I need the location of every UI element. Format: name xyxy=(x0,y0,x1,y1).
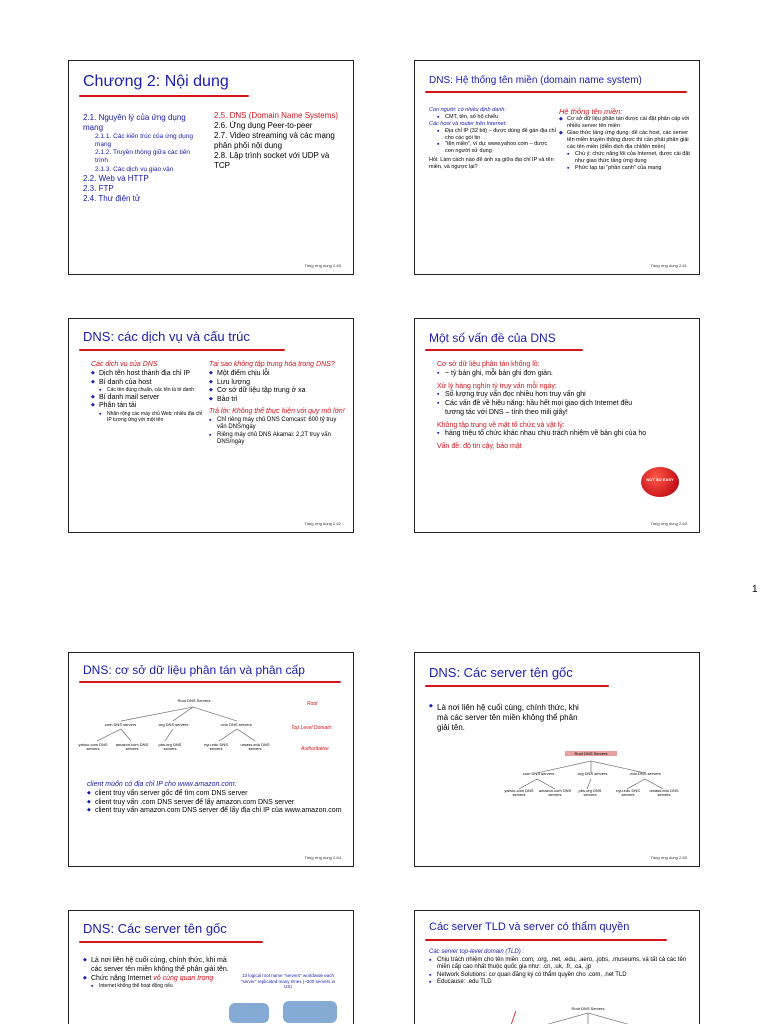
question: Hỏi: Làm cách nào để ánh xạ giữa địa chỉ IP và tên miền, và ngược lại? xyxy=(429,157,554,170)
edu-dns-node: .edu DNS servers xyxy=(629,771,661,776)
root-dns-node: Root DNS Servers xyxy=(177,698,211,703)
toc-right xyxy=(214,111,344,171)
authoritative-level-label: Authoritative xyxy=(301,746,329,752)
toc-item: 2.7. Video streaming và các mạng phân phối nội dung xyxy=(214,131,335,150)
query-step: ◆ client truy vấn server gốc để tìm com DNS server xyxy=(87,790,343,799)
domain-name-item: ▪ "tên miền", ví dụ: www.yahoo.com – được con người sử dụng xyxy=(437,141,557,155)
slide-2-63 xyxy=(414,318,700,533)
tld-item: ▪ Network Solutions: cơ quan đăng ký có thẩm quyền cho .com, .net TLD xyxy=(429,972,693,980)
slide-2-64 xyxy=(68,652,354,867)
issue-item: ▪ Số lượng truy vấn đọc nhiều hơn truy vấn ghi xyxy=(437,391,647,400)
service-subitem: ▪ Các tên đúng chuẩn, các tên là bí danh xyxy=(99,387,207,393)
title-underline xyxy=(425,939,667,941)
toc-item: 2.3. FTP xyxy=(83,183,114,193)
service-item: ◆ Bí danh của host xyxy=(91,379,207,388)
amazon-dns-node: amazon.com DNS servers xyxy=(538,788,572,798)
right-column xyxy=(209,361,347,447)
dns-hierarchy-diagram xyxy=(415,753,700,813)
edu-dns-node: .edu DNS servers xyxy=(220,722,252,727)
body xyxy=(437,361,647,452)
toc-left xyxy=(83,113,203,204)
umass-dns-node: umass.edu DNS servers xyxy=(240,742,270,752)
slide-title: Một số vấn đề của DNS xyxy=(429,331,556,345)
people-heading: Con người: có nhiều định danh: xyxy=(429,107,506,113)
query-heading: client muốn có địa chỉ IP cho www.amazon.com: xyxy=(87,781,237,788)
title-underline xyxy=(425,91,687,93)
root-dns-node: Root DNS Servers xyxy=(571,1006,605,1011)
toc-item: 2.4. Thư điện tử xyxy=(83,193,141,203)
toc-item-current: 2.5. DNS (Domain Name Systems) xyxy=(214,111,339,120)
yahoo-dns-node: yahoo.com DNS servers xyxy=(504,788,534,798)
slide-title: DNS: Các server tên gốc xyxy=(429,665,573,680)
slide-title: DNS: các dịch vụ và cấu trúc xyxy=(83,329,250,344)
left-column xyxy=(429,107,557,171)
services-heading: Các dịch vụ của DNS xyxy=(91,361,158,368)
query-step: ◆ client truy vấn amazon.com DNS server để lấy địa chỉ IP của www.amazon.com xyxy=(87,807,343,816)
answer-item: ▪ Riêng máy chủ DNS Akamai: 2,2T truy vấn DNS/ngày xyxy=(209,432,347,447)
issue-heading: Cơ sở dữ liệu phân tán khổng lồ: xyxy=(437,361,540,368)
service-subitem: ▪ Nhân rộng các máy chủ Web: nhiều địa chỉ IP tương ứng với một tên xyxy=(99,411,207,424)
title-underline xyxy=(79,349,285,351)
nyu-dns-node: nyu.edu DNS servers xyxy=(616,788,640,798)
title-underline xyxy=(425,349,583,351)
note-item: ▪ Chú ý: chức năng lõi của Internet, được cài đặt như giao thức tầng ứng dụng xyxy=(567,151,691,165)
right-column xyxy=(559,107,691,171)
slide-2-65 xyxy=(414,652,700,867)
pbs-dns-node: pbs.org DNS servers xyxy=(578,788,602,798)
yahoo-dns-node: yahoo.com DNS servers xyxy=(78,742,108,752)
umass-dns-node: umass.edu DNS servers xyxy=(649,788,679,798)
ip-address-item: ▪ Địa chỉ IP (32 bit) – được dùng để gán địa chỉ cho các gói tin xyxy=(437,128,557,142)
slide-2-67 xyxy=(414,910,700,1024)
dns-heading: Hệ thống tên miền: xyxy=(559,107,623,116)
service-item: ◆ Bí danh mail server xyxy=(91,394,207,403)
slide-title: DNS: cơ sở dữ liệu phân tán và phân cấp xyxy=(83,663,305,677)
slide-title: Các server TLD và server có thẩm quyền xyxy=(429,921,630,933)
query-step: ◆ client truy vấn .com DNS server để lấy amazon.com DNS server xyxy=(87,799,343,808)
slide-title: DNS: Các server tên gốc xyxy=(83,921,227,936)
issue-heading: Xử lý hàng nghìn tỷ truy vấn mỗi ngày: xyxy=(437,382,557,390)
tld-item: ▪ Chịu trách nhiệm cho tên miền .com, .org, .net, .edu, .aero, .jobs, .museums, và tất cả các tên miền cấp cao nhất thuộc quốc gia như: .cn, .uk, .fr, .ca, .jp xyxy=(429,957,693,972)
distributed-db-item: ◆ Cơ sở dữ liệu phân tán được cài đặt phân cấp với nhiều server tên miền xyxy=(559,116,691,130)
reason-item: ◆ Một điểm chịu lỗi xyxy=(209,370,347,379)
root-dns-node: Root DNS Servers xyxy=(565,751,617,756)
answer-item: ▪ Chỉ riêng máy chủ DNS Comcast: 600 tỷ truy vấn DNS/ngày xyxy=(209,417,347,432)
com-dns-node: .com DNS servers xyxy=(103,722,137,727)
world-map-image xyxy=(283,1001,337,1023)
importance-emphasis: vô cùng quan trọng xyxy=(153,974,214,982)
body xyxy=(429,703,589,733)
issue-heading: Vấn đề: độ tin cậy, bảo mật xyxy=(437,443,522,450)
toc-item: 2.2. Web và HTTP xyxy=(83,173,149,183)
importance-subitem: ▪ Internet không thể hoạt động nếu xyxy=(91,983,233,989)
slide-title: DNS: Hệ thống tên miền (domain name system) xyxy=(429,75,642,86)
importance-item xyxy=(83,975,233,984)
people-ids: ▪ CMT, tên, số hộ chiếu xyxy=(437,114,557,121)
edge-complexity-item: ▪ Phức tạp tại "phần cạnh" của mạng xyxy=(567,165,691,172)
reason-item: ◆ Cơ sở dữ liệu tập trung ở xa xyxy=(209,387,347,396)
com-dns-node: .com DNS servers xyxy=(521,771,555,776)
world-map-image xyxy=(229,1003,269,1023)
issue-item: ▪ hàng triệu tổ chức khác nhau chịu trách nhiệm về bản ghi của họ xyxy=(437,430,647,439)
toc-subitem: 2.1.2. Truyền thông giữa các tiến trình xyxy=(95,149,191,165)
slide-footer: Tầng ứng dụng 2-60 xyxy=(304,263,341,268)
toc-subitem: 2.1.3. Các dịch vụ giao vận xyxy=(95,165,174,173)
title-underline xyxy=(79,95,249,97)
service-item: ◆ Phân tán tải xyxy=(91,402,207,411)
slide-2-61 xyxy=(414,60,700,275)
app-protocol-item: ◆ Giao thức tầng ứng dụng: để các host, các server tên miền truyền thông được thì cần phải phân giải các tên miền (diễn dịch địa chỉ/tên miền) xyxy=(559,130,691,151)
amazon-dns-node: amazon.com DNS servers xyxy=(115,742,149,752)
not-so-easy-button-image: NOT SO EASY xyxy=(641,467,679,497)
slide-footer: Tầng ứng dụng 2-62 xyxy=(304,521,341,526)
body xyxy=(429,949,693,987)
answer: Trả lời: Không thể thực hiện với quy mô lớn! xyxy=(209,407,345,415)
issue-item: ▪ Các vấn đề về hiệu năng: hầu hết mọi giao dịch Internet đều tương tác với DNS – tính theo mili giây! xyxy=(437,400,647,418)
page-number: 1 xyxy=(752,584,758,595)
reason-item: ◆ Bảo trì xyxy=(209,396,347,405)
root-server-description: ◆ Là nơi liên hệ cuối cùng, chính thức, khi mà các server tên miền không thể phân giải tên. xyxy=(83,957,233,975)
root-level-label: Root xyxy=(307,701,318,707)
title-underline xyxy=(79,681,341,683)
slide-2-66 xyxy=(68,910,354,1024)
body xyxy=(83,957,233,990)
slide-footer: Tầng ứng dụng 2-63 xyxy=(650,521,687,526)
toc-item: 2.8. Lập trình socket với UDP và TCP xyxy=(214,151,330,170)
slide-footer: Tầng ứng dụng 2-61 xyxy=(650,263,687,268)
slide-title: Chương 2: Nội dung xyxy=(83,73,229,90)
toc-item: 2.1. Nguyên lý của ứng dụng mạng xyxy=(83,113,186,132)
hosts-heading: Các host và router trên Internet: xyxy=(429,120,507,127)
toc-subitem: 2.1.1. Các kiến trúc của ứng dụng mạng xyxy=(95,133,193,149)
issue-item: ▪ ~ tỷ bản ghi, mỗi bản ghi đơn giản. xyxy=(437,370,647,379)
why-not-centralize-heading: Tại sao không tập trung hóa trong DNS? xyxy=(209,361,335,368)
query-steps xyxy=(87,781,343,816)
dns-hierarchy-diagram xyxy=(415,1011,700,1024)
reason-item: ◆ Lưu lượng xyxy=(209,379,347,388)
slide-2-60 xyxy=(68,60,354,275)
importance-text: Chức năng Internet xyxy=(91,974,154,982)
issue-heading: Không tập trung về mặt tổ chức và vật lý: xyxy=(437,421,565,429)
title-underline xyxy=(79,941,263,943)
slide-footer: Tầng ứng dụng 2-64 xyxy=(304,855,341,860)
title-underline xyxy=(425,685,609,687)
service-item: ◆ Dịch tên host thành địa chỉ IP xyxy=(91,370,207,379)
tld-item: ▪ Educause: .edu TLD xyxy=(429,979,693,987)
org-dns-node: .org DNS servers xyxy=(576,771,608,776)
slide-footer: Tầng ứng dụng 2-65 xyxy=(650,855,687,860)
left-column xyxy=(91,361,207,424)
tld-level-label: Top Level Domain xyxy=(291,725,332,731)
org-dns-node: .org DNS servers xyxy=(157,722,189,727)
root-server-description: ◆ Là nơi liên hệ cuối cùng, chính thức, khi mà các server tên miền không thể phân giải tên. xyxy=(429,703,589,733)
toc-item: 2.6. Ứng dụng Peer-to-peer xyxy=(214,121,313,130)
slide-2-62 xyxy=(68,318,354,533)
root-servers-map-caption: 13 logical root name "servers" worldwide each "server" replicated many times (~200 servers in US) xyxy=(240,973,336,990)
tld-heading: Các server top-level domain (TLD) : xyxy=(429,949,525,955)
nyu-dns-node: nyu.edu DNS servers xyxy=(204,742,228,752)
pbs-dns-node: pbs.org DNS servers xyxy=(158,742,182,752)
